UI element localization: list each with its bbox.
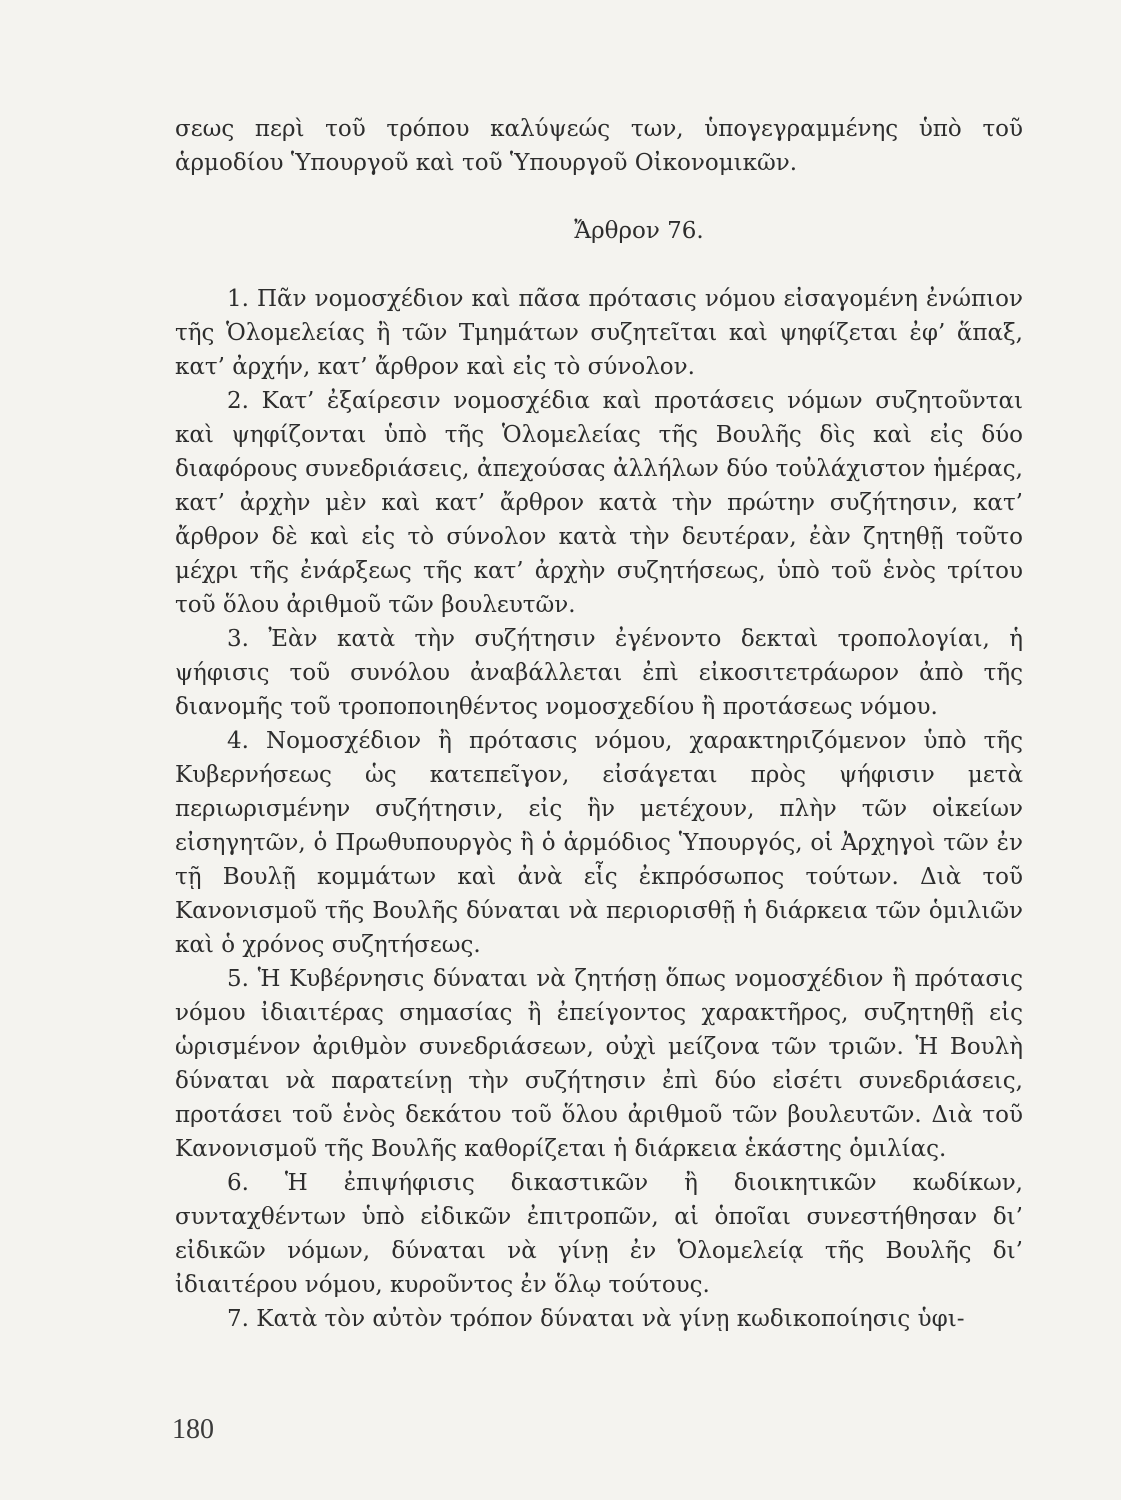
paragraph-5: 5. Ἡ Κυβέρνησις δύναται νὰ ζητήσῃ ὅπως νομοσχέδιον ἢ πρότασις νόμου ἰδιαιτέρας σημασίας ἢ ἐπείγοντος χαρακτῆρος, συζητηθῇ εἰς ὡρισμένον ἀριθμὸν συνεδριάσεων, οὐχὶ μείζονα τῶν τριῶν. Ἡ Βουλὴ δύναται νὰ παρατείνῃ τὴν συζήτησιν ἐπὶ δύο εἰσέτι συνεδριάσεις, προτάσει τοῦ ἑνὸς δεκάτου τοῦ ὅλου ἀριθμοῦ τῶν βουλευτῶν. Διὰ τοῦ Κανονισμοῦ τῆς Βουλῆς καθορίζεται ἡ διάρκεια ἑκάστης ὁμιλίας.: [175, 966, 1023, 1162]
page-number: 180: [172, 1414, 214, 1445]
continuation-paragraph: σεως περὶ τοῦ τρόπου καλύψεώς των, ὑπογεγραμμένης ὑπὸ τοῦ ἁρμοδίου Ὑπουργοῦ καὶ τοῦ Ὑπουργοῦ Οἰκονομικῶν.: [175, 116, 1023, 176]
paragraph-7: 7. Κατὰ τὸν αὐτὸν τρόπον δύναται νὰ γίνῃ κωδικοποίησις ὑφι-: [227, 1306, 965, 1332]
paragraph-6: 6. Ἡ ἐπιψήφισις δικαστικῶν ἢ διοικητικῶν κωδίκων, συνταχθέντων ὑπὸ εἰδικῶν ἐπιτροπῶν, αἱ ὁποῖαι συνεστήθησαν δι’ εἰδικῶν νόμων, δύναται νὰ γίνῃ ἐν Ὁλομελείᾳ τῆς Βουλῆς δι’ ἰδιαιτέρου νόμου, κυροῦντος ἐν ὅλῳ τούτους.: [175, 1170, 1023, 1298]
paragraph-3: 3. Ἐὰν κατὰ τὴν συζήτησιν ἐγένοντο δεκταὶ τροπολογίαι, ἡ ψήφισις τοῦ συνόλου ἀναβάλλεται ἐπὶ εἰκοσιτετράωρον ἀπὸ τῆς διανομῆς τοῦ τροποποιηθέντος νομοσχεδίου ἢ προτάσεως νόμου.: [175, 626, 1023, 720]
paragraph-4: 4. Νομοσχέδιον ἢ πρότασις νόμου, χαρακτηριζόμενον ὑπὸ τῆς Κυβερνήσεως ὡς κατεπεῖγον, εἰσάγεται πρὸς ψήφισιν μετὰ περιωρισμένην συζήτησιν, εἰς ἣν μετέχουν, πλὴν τῶν οἰκείων εἰσηγητῶν, ὁ Πρωθυπουργὸς ἢ ὁ ἁρμόδιος Ὑπουργός, οἱ Ἀρχηγοὶ τῶν ἐν τῇ Βουλῇ κομμάτων καὶ ἀνὰ εἷς ἐκπρόσωπος τούτων. Διὰ τοῦ Κανονισμοῦ τῆς Βουλῆς δύναται νὰ περιορισθῇ ἡ διάρκεια τῶν ὁμιλιῶν καὶ ὁ χρόνος συζητήσεως.: [175, 728, 1023, 958]
document-body: [175, 112, 1023, 1336]
paragraph-1: 1. Πᾶν νομοσχέδιον καὶ πᾶσα πρότασις νόμου εἰσαγομένη ἐνώπιον τῆς Ὁλομελείας ἢ τῶν Τμημάτων συζητεῖται καὶ ψηφίζεται ἐφ’ ἅπαξ, κατ’ ἀρχήν, κατ’ ἄρθρον καὶ εἰς τὸ σύνολον.: [175, 286, 1023, 380]
article-heading: Ἄρθρον 76.: [574, 218, 704, 244]
paragraph-2: 2. Κατ’ ἐξαίρεσιν νομοσχέδια καὶ προτάσεις νόμων συζητοῦνται καὶ ψηφίζονται ὑπὸ τῆς Ὁλομελείας τῆς Βουλῆς δὶς καὶ εἰς δύο διαφόρους συνεδριάσεις, ἀπεχούσας ἀλλήλων δύο τοὐλάχιστον ἡμέρας, κατ’ ἀρχὴν μὲν καὶ κατ’ ἄρθρον κατὰ τὴν πρώτην συζήτησιν, κατ’ ἄρθρον δὲ καὶ εἰς τὸ σύνολον κατὰ τὴν δευτέραν, ἐὰν ζητηθῇ τοῦτο μέχρι τῆς ἐνάρξεως τῆς κατ’ ἀρχὴν συζητήσεως, ὑπὸ τοῦ ἑνὸς τρίτου τοῦ ὅλου ἀριθμοῦ τῶν βουλευτῶν.: [175, 388, 1023, 618]
